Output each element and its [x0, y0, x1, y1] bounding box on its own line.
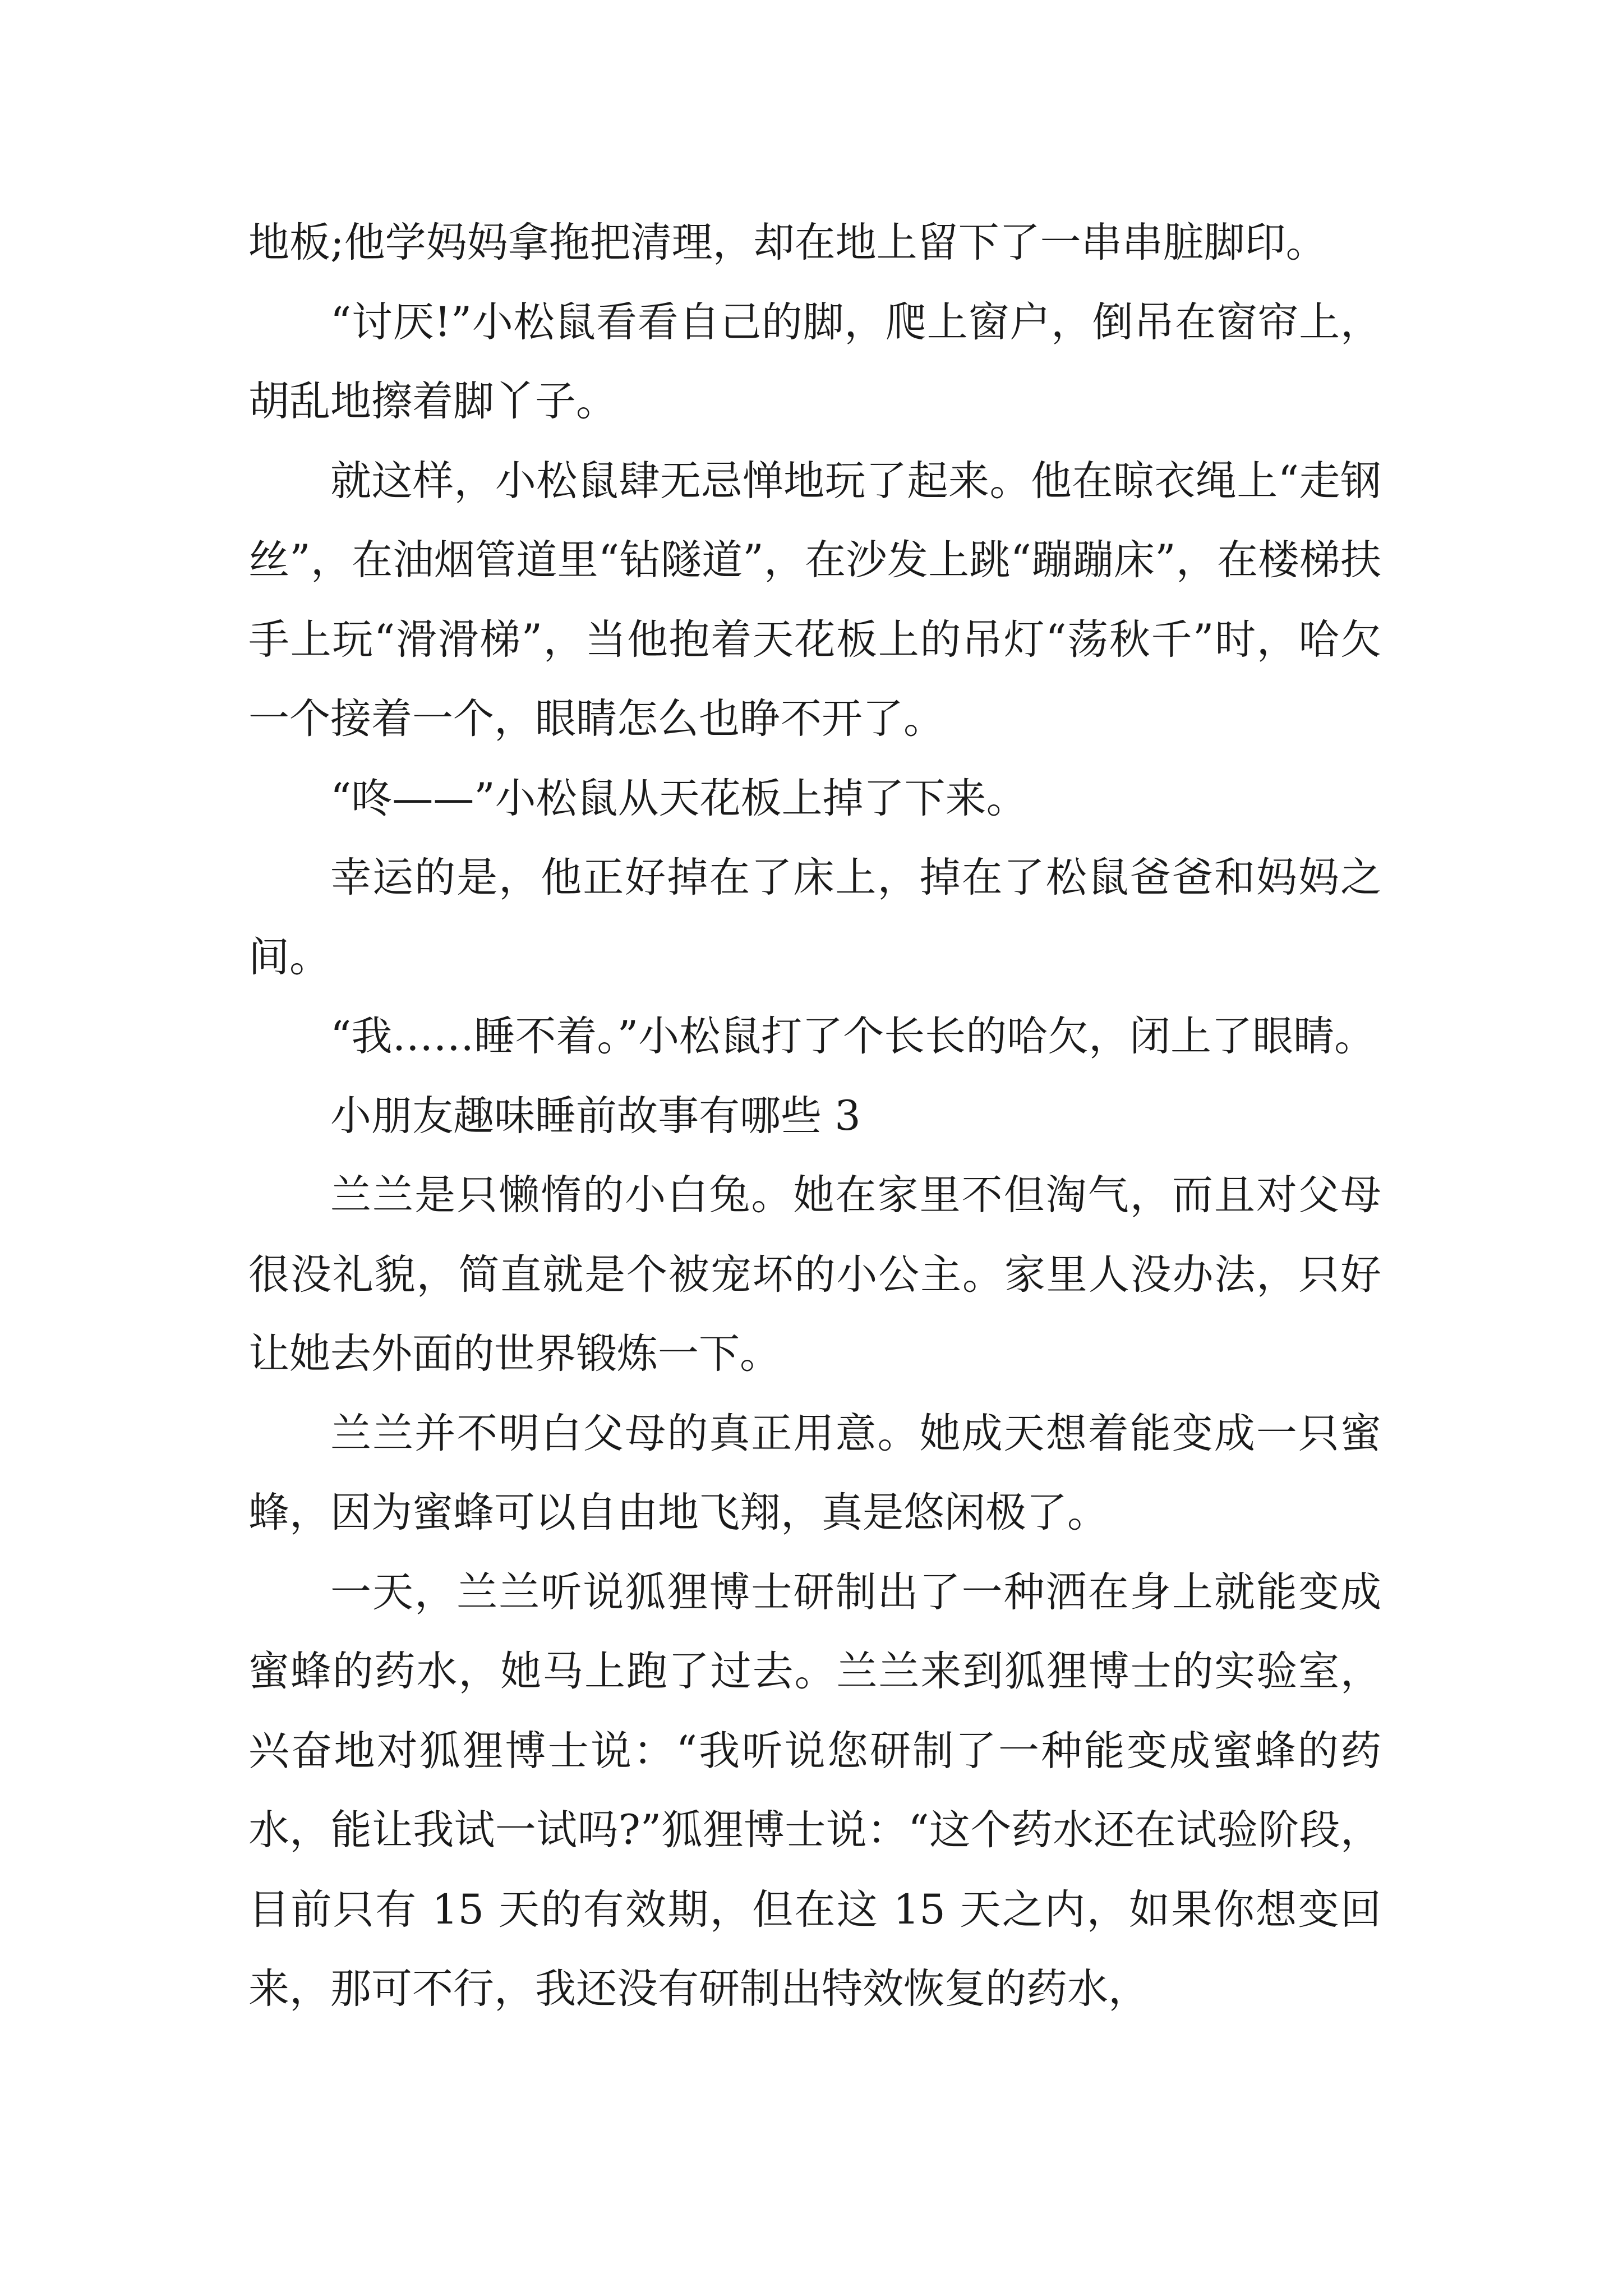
paragraph: 兰兰是只懒惰的小白兔。她在家里不但淘气，而且对父母很没礼貌，简直就是个被宠坏的小公主。家里人没办法，只好让她去外面的世界锻炼一下。	[248, 1171, 1381, 1378]
paragraph: 一天，兰兰听说狐狸博士研制出了一种洒在身上就能变成蜜蜂的药水，她马上跑了过去。兰兰来到狐狸博士的实验室，兴奋地对狐狸博士说：“我听说您研制了一种能变成蜜蜂的药水，能让我试一试吗?”狐狸博士说：“这个药水还在试验阶段，目前只有 15 天的有效期，但在这 15 天之内，如果你想变回来，那可不行，我还没有研制出特效恢复的药水，	[248, 1568, 1381, 2013]
paragraph: “咚——”小松鼠从天花板上掉了下来。	[330, 774, 1027, 822]
paragraph: 幸运的是，他正好掉在了床上，掉在了松鼠爸爸和妈妈之间。	[248, 854, 1381, 981]
document-body	[248, 203, 1381, 2029]
paragraph: 就这样，小松鼠肆无忌惮地玩了起来。他在晾衣绳上“走钢丝”，在油烟管道里“钻隧道”，在沙发上跳“蹦蹦床”，在楼梯扶手上玩“滑滑梯”，当他抱着天花板上的吊灯“荡秋千”时，哈欠一个接着一个，眼睛怎么也睁不开了。	[248, 457, 1381, 743]
section-heading: 小朋友趣味睡前故事有哪些 3	[330, 1092, 861, 1140]
paragraph: “我……睡不着。”小松鼠打了个长长的哈欠，闭上了眼睛。	[330, 1013, 1376, 1060]
paragraph: “讨厌!”小松鼠看看自己的脚，爬上窗户，倒吊在窗帘上，胡乱地擦着脚丫子。	[248, 298, 1381, 425]
paragraph: 兰兰并不明白父母的真正用意。她成天想着能变成一只蜜蜂，因为蜜蜂可以自由地飞翔，真是悠闲极了。	[248, 1409, 1381, 1536]
paragraph-continued: 地板;他学妈妈拿拖把清理，却在地上留下了一串串脏脚印。	[248, 219, 1327, 266]
